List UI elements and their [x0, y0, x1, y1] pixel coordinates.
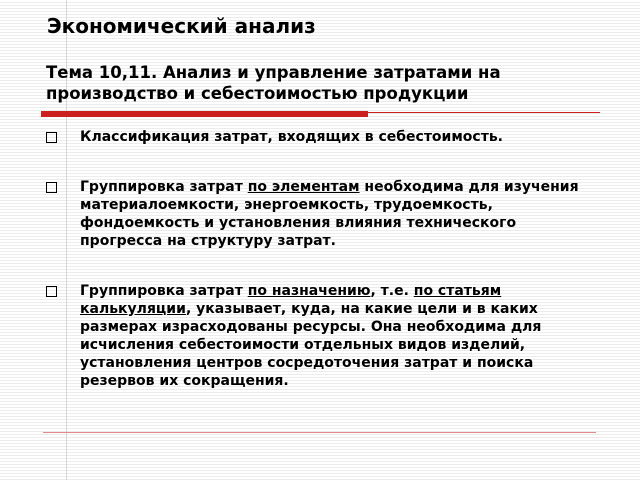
underlined-term-by-elements: по элементам	[247, 179, 360, 195]
bullet-text: Группировка затрат	[80, 179, 248, 195]
square-bullet-icon	[46, 286, 57, 297]
title-accent-line	[41, 112, 600, 113]
bullet-list	[46, 128, 586, 390]
bullet-text: Группировка затрат	[80, 283, 248, 299]
bullet-item-cost-classification	[46, 128, 586, 146]
square-bullet-icon	[46, 132, 57, 143]
bullet-text: Классификация затрат, входящих в себестоимость.	[80, 129, 504, 145]
footer-rule	[43, 432, 596, 433]
underlined-term-by-costing-items: по статьям калькуляции	[80, 283, 502, 317]
bullet-text: , т.е.	[370, 283, 414, 299]
underlined-term-by-purpose: по назначению	[247, 283, 371, 299]
square-bullet-icon	[46, 182, 57, 193]
bullet-item-grouping-by-purpose	[46, 282, 586, 390]
topic-title: Тема 10,11. Анализ и управление затратами на производство и себестоимостью продукции	[46, 63, 501, 103]
page-title: Экономический анализ	[47, 14, 316, 38]
bullet-item-grouping-by-elements	[46, 178, 586, 250]
bullet-text: необходима для изучения материалоемкости, энергоемкость, трудоемкость, фондоемкость и установления влияния технического прогресса на структуру затрат.	[80, 179, 579, 249]
bullet-text: , указывает, куда, на какие цели и в каких размерах израсходованы ресурсы. Она необходима для исчисления себестоимости отдельных видов изделий, установления центров сосредоточения затрат и поиска резервов их сокращения.	[80, 301, 542, 389]
